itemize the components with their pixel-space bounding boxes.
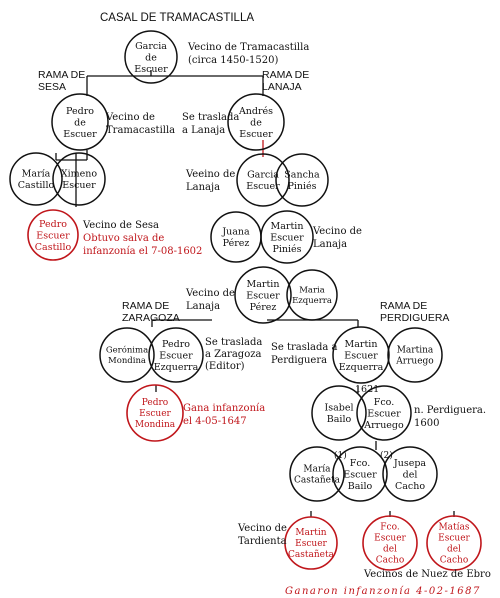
person-name-maria_ezquerra: Maria Ezquerra xyxy=(292,285,332,307)
note-nuez: Vecinos de Nuez de Ebro xyxy=(364,569,491,580)
person-name-martin2: Martin Escuer Pérez xyxy=(246,278,280,313)
note-year-1621: 1621 xyxy=(355,384,380,395)
person-name-jusepa: Jusepa del Cacho xyxy=(393,457,427,492)
person-name-maria_castillo: María Castillo xyxy=(17,168,55,192)
person-name-andres: Andrés de Escuer xyxy=(238,105,274,140)
person-name-martin1: Martin Escuer Piniés xyxy=(270,220,304,255)
person-name-pedro_mondina: Pedro Escuer Mondina xyxy=(134,398,176,431)
note-garcia2: Veeino de Lanaja xyxy=(186,169,236,193)
note-martin2: Vecino de Lanaja xyxy=(186,288,235,312)
person-name-fco1: Fco. Escuer Arruego xyxy=(364,396,404,431)
person-name-fco2: Fco. Escuer Bailo xyxy=(343,457,377,492)
text-labels xyxy=(18,12,491,597)
note-garcia1: Vecino de Tramacastilla (circa 1450-1520) xyxy=(188,42,310,66)
person-name-pedro1: Pedro de Escuer xyxy=(63,105,97,140)
note-martin3: Se traslada a Perdiguera xyxy=(271,342,338,366)
person-name-garcia1: Garcia de Escuer xyxy=(134,40,168,75)
person-name-martin3: Martin Escuer Ezquerra xyxy=(338,338,384,373)
person-name-juana: Juana Pérez xyxy=(222,226,250,250)
note-pedro-ezquerra: Se traslada a Zaragoza (Editor) xyxy=(205,337,263,372)
branch-label-zaragoza: RAMA DE ZARAGOZA xyxy=(122,300,180,324)
marker-2: (2) xyxy=(380,451,393,461)
note-pedro-mondina: Gana infanzonía el 4-05-1647 xyxy=(183,403,266,427)
person-name-isabel: Isabel Bailo xyxy=(324,402,354,426)
note-pedro1: Vecino de Tramacastilla xyxy=(106,112,176,136)
note-martin1: Vecino de Lanaja xyxy=(313,226,362,250)
marker-1: (1) xyxy=(334,451,347,461)
diagram-title: CASAL DE TRAMACASTILLA xyxy=(100,12,255,24)
note-pedro-castillo-1: Vecino de Sesa xyxy=(83,220,160,231)
person-name-garcia2: Garcia Escuer xyxy=(246,169,280,193)
person-name-pedro_ezquerra: Pedro Escuer Ezquerra xyxy=(153,338,199,373)
note-pedro-castillo-2: Obtuvo salva de infanzonía el 7-08-1602 xyxy=(83,233,203,257)
person-name-pedro_castillo: Pedro Escuer Castillo xyxy=(34,218,72,253)
branch-label-lanaja: RAMA DE LANAJA xyxy=(262,69,310,93)
note-andres: Se traslada a Lanaja xyxy=(182,112,240,136)
branch-label-perdiguera: RAMA DE PERDIGUERA xyxy=(380,300,450,324)
footer-note: Ganaron infanzonía 4-02-1687 xyxy=(285,586,481,597)
person-name-fco3: Fco. Escuer del Cacho xyxy=(374,522,406,566)
person-name-geronima: Gerónima Mondina xyxy=(105,345,149,367)
person-name-martin4: Martin Escuer Castañeta xyxy=(288,528,334,561)
branch-label-sesa: RAMA DE SESA xyxy=(38,69,86,93)
person-name-martina: Martina Arruego xyxy=(396,345,434,367)
person-name-sancha: Sancha Piniés xyxy=(284,169,320,193)
note-martin4: Vecino de Tardienta xyxy=(238,523,287,547)
person-name-maria_castaneta: María Castañeta xyxy=(294,464,340,486)
note-fco1: n. Perdiguera. 1600 xyxy=(414,405,487,429)
person-name-ximeno: Ximeno Escuer xyxy=(60,168,98,192)
person-name-matias: Matías Escuer del Cacho xyxy=(438,522,470,566)
